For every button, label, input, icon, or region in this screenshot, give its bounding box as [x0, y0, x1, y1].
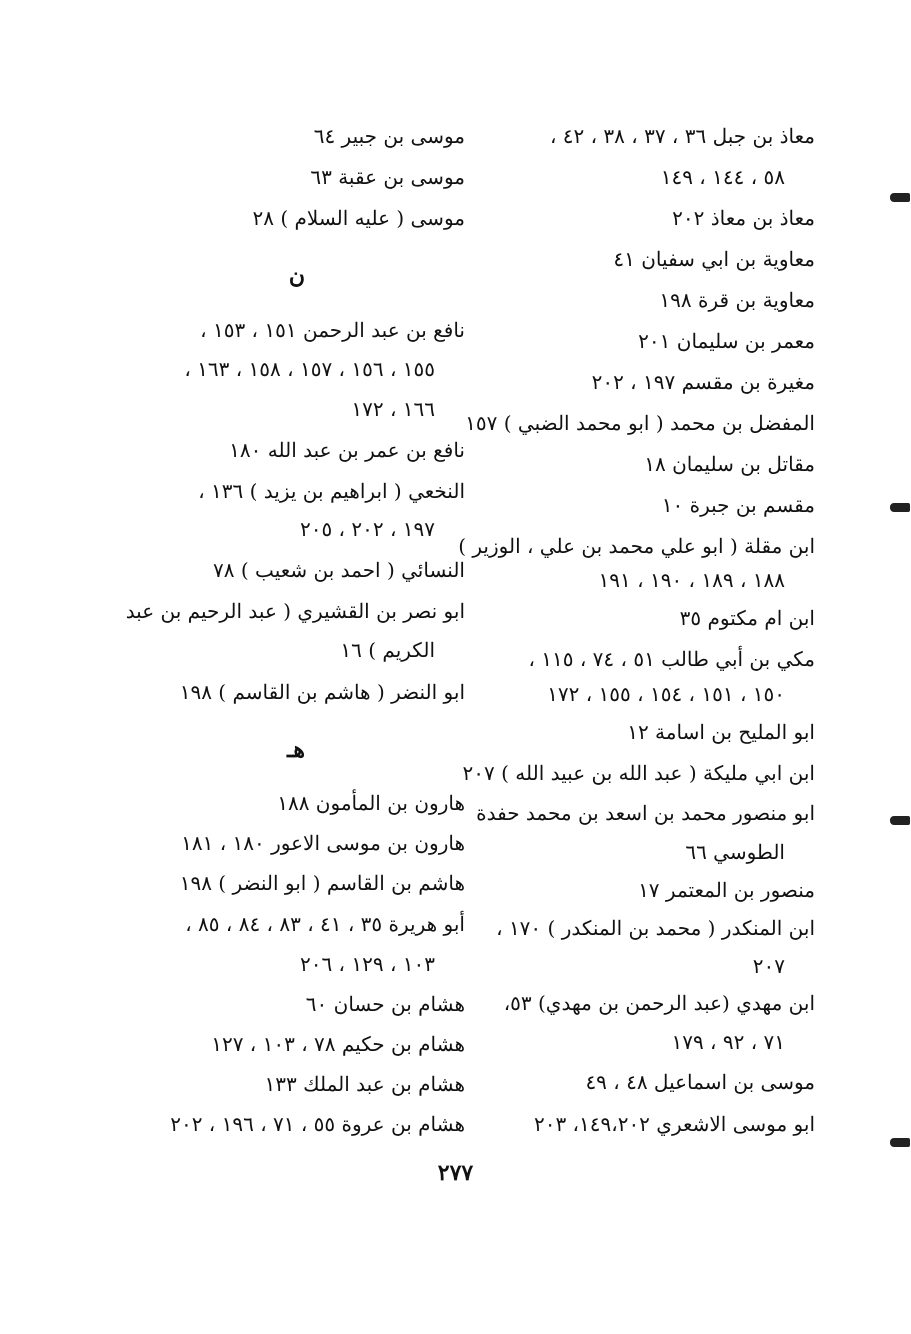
index-entry: هشام بن عروة ٥٥ ، ٧١ ، ١٩٦ ، ٢٠٢ — [170, 1112, 465, 1136]
index-entry: النخعي ( ابراهيم بن يزيد ) ١٣٦ ، — [198, 479, 465, 503]
index-entry-continuation: ٢٠٧ — [752, 954, 785, 978]
index-entry: نافع بن عبد الرحمن ١٥١ ، ١٥٣ ، — [200, 318, 465, 342]
index-entry: معاوية بن قرة ١٩٨ — [659, 288, 815, 312]
scan-edge-mark — [890, 193, 910, 202]
index-entry-continuation: الطوسي ٦٦ — [685, 840, 785, 864]
index-entry: ابن مهدي (عبد الرحمن بن مهدي) ٥٣، — [503, 991, 815, 1015]
index-entry: ابو منصور محمد بن اسعد بن محمد حفدة — [476, 801, 815, 825]
index-entry-continuation: ١٥٥ ، ١٥٦ ، ١٥٧ ، ١٥٨ ، ١٦٣ ، — [184, 357, 435, 381]
index-entry: ابن مقلة ( ابو علي محمد بن علي ، الوزير ) — [458, 534, 815, 558]
index-entry: المفضل بن محمد ( ابو محمد الضبي ) ١٥٧ — [465, 411, 815, 435]
index-entry: موسى بن اسماعيل ٤٨ ، ٤٩ — [585, 1070, 815, 1094]
scan-edge-mark — [890, 1138, 910, 1147]
index-entry-continuation: ١٠٣ ، ١٢٩ ، ٢٠٦ — [299, 952, 435, 976]
index-entry: هارون بن موسى الاعور ١٨٠ ، ١٨١ — [181, 831, 465, 855]
index-entry: ابو نصر بن القشيري ( عبد الرحيم بن عبد — [125, 599, 465, 623]
index-entry: هاشم بن القاسم ( ابو النضر ) ١٩٨ — [179, 871, 465, 895]
index-entry: معاذ بن جبل ٣٦ ، ٣٧ ، ٣٨ ، ٤٢ ، — [549, 124, 815, 148]
index-entry: نافع بن عمر بن عبد الله ١٨٠ — [229, 438, 465, 462]
index-entry: هشام بن عبد الملك ١٣٣ — [264, 1072, 465, 1096]
index-entry-continuation: ٥٨ ، ١٤٤ ، ١٤٩ — [660, 165, 785, 189]
index-entry: مقاتل بن سليمان ١٨ — [644, 452, 815, 476]
index-entry: ابن المنكدر ( محمد بن المنكدر ) ١٧٠ ، — [496, 916, 815, 940]
index-entry: مكي بن أبي طالب ٥١ ، ٧٤ ، ١١٥ ، — [528, 647, 815, 671]
index-entry: النسائي ( احمد بن شعيب ) ٧٨ — [213, 558, 465, 582]
page-number: ٢٧٧ — [437, 1160, 474, 1186]
index-entry: معاوية بن ابي سفيان ٤١ — [613, 247, 815, 271]
index-entry: ابو النضر ( هاشم بن القاسم ) ١٩٨ — [179, 680, 465, 704]
scan-edge-mark — [890, 816, 910, 825]
index-entry: ابن ام مكتوم ٣٥ — [679, 606, 815, 630]
index-entry-continuation: ١٩٧ ، ٢٠٢ ، ٢٠٥ — [299, 517, 435, 541]
index-entry: معمر بن سليمان ٢٠١ — [638, 329, 815, 353]
index-entry: موسى بن عقبة ٦٣ — [310, 165, 465, 189]
index-entry: هارون بن المأمون ١٨٨ — [277, 791, 465, 815]
index-entry: أبو هريرة ٣٥ ، ٤١ ، ٨٣ ، ٨٤ ، ٨٥ ، — [185, 912, 465, 936]
index-entry: مقسم بن جبرة ١٠ — [661, 493, 815, 517]
index-entry: ابو موسى الاشعري ١٤٩،٢٠٢، ٢٠٣ — [533, 1112, 815, 1136]
index-entry: هشام بن حسان ٦٠ — [305, 992, 465, 1016]
index-entry: هشام بن حكيم ٧٨ ، ١٠٣ ، ١٢٧ — [211, 1032, 465, 1056]
index-entry-continuation: ١٥٠ ، ١٥١ ، ١٥٤ ، ١٥٥ ، ١٧٢ — [547, 682, 785, 706]
scan-edge-mark — [890, 503, 910, 512]
index-entry: معاذ بن معاذ ٢٠٢ — [672, 206, 815, 230]
index-entry-continuation: ٧١ ، ٩٢ ، ١٧٩ — [671, 1030, 785, 1054]
index-entry-continuation: ١٦٦ ، ١٧٢ — [351, 397, 435, 421]
index-entry: ابو المليح بن اسامة ١٢ — [627, 720, 815, 744]
index-entry: ابن ابي مليكة ( عبد الله بن عبيد الله ) ٢٠٧ — [462, 761, 815, 785]
section-letter-ha: هـ — [286, 737, 305, 763]
index-entry: مغيرة بن مقسم ١٩٧ ، ٢٠٢ — [591, 370, 815, 394]
index-entry: موسى بن جبير ٦٤ — [313, 124, 465, 148]
index-entry-continuation: الكريم ) ١٦ — [340, 638, 435, 662]
index-entry: منصور بن المعتمر ١٧ — [638, 878, 815, 902]
index-entry-continuation: ١٨٨ ، ١٨٩ ، ١٩٠ ، ١٩١ — [598, 568, 785, 592]
index-entry: موسى ( عليه السلام ) ٢٨ — [252, 206, 465, 230]
section-letter-nun: ن — [288, 263, 305, 289]
